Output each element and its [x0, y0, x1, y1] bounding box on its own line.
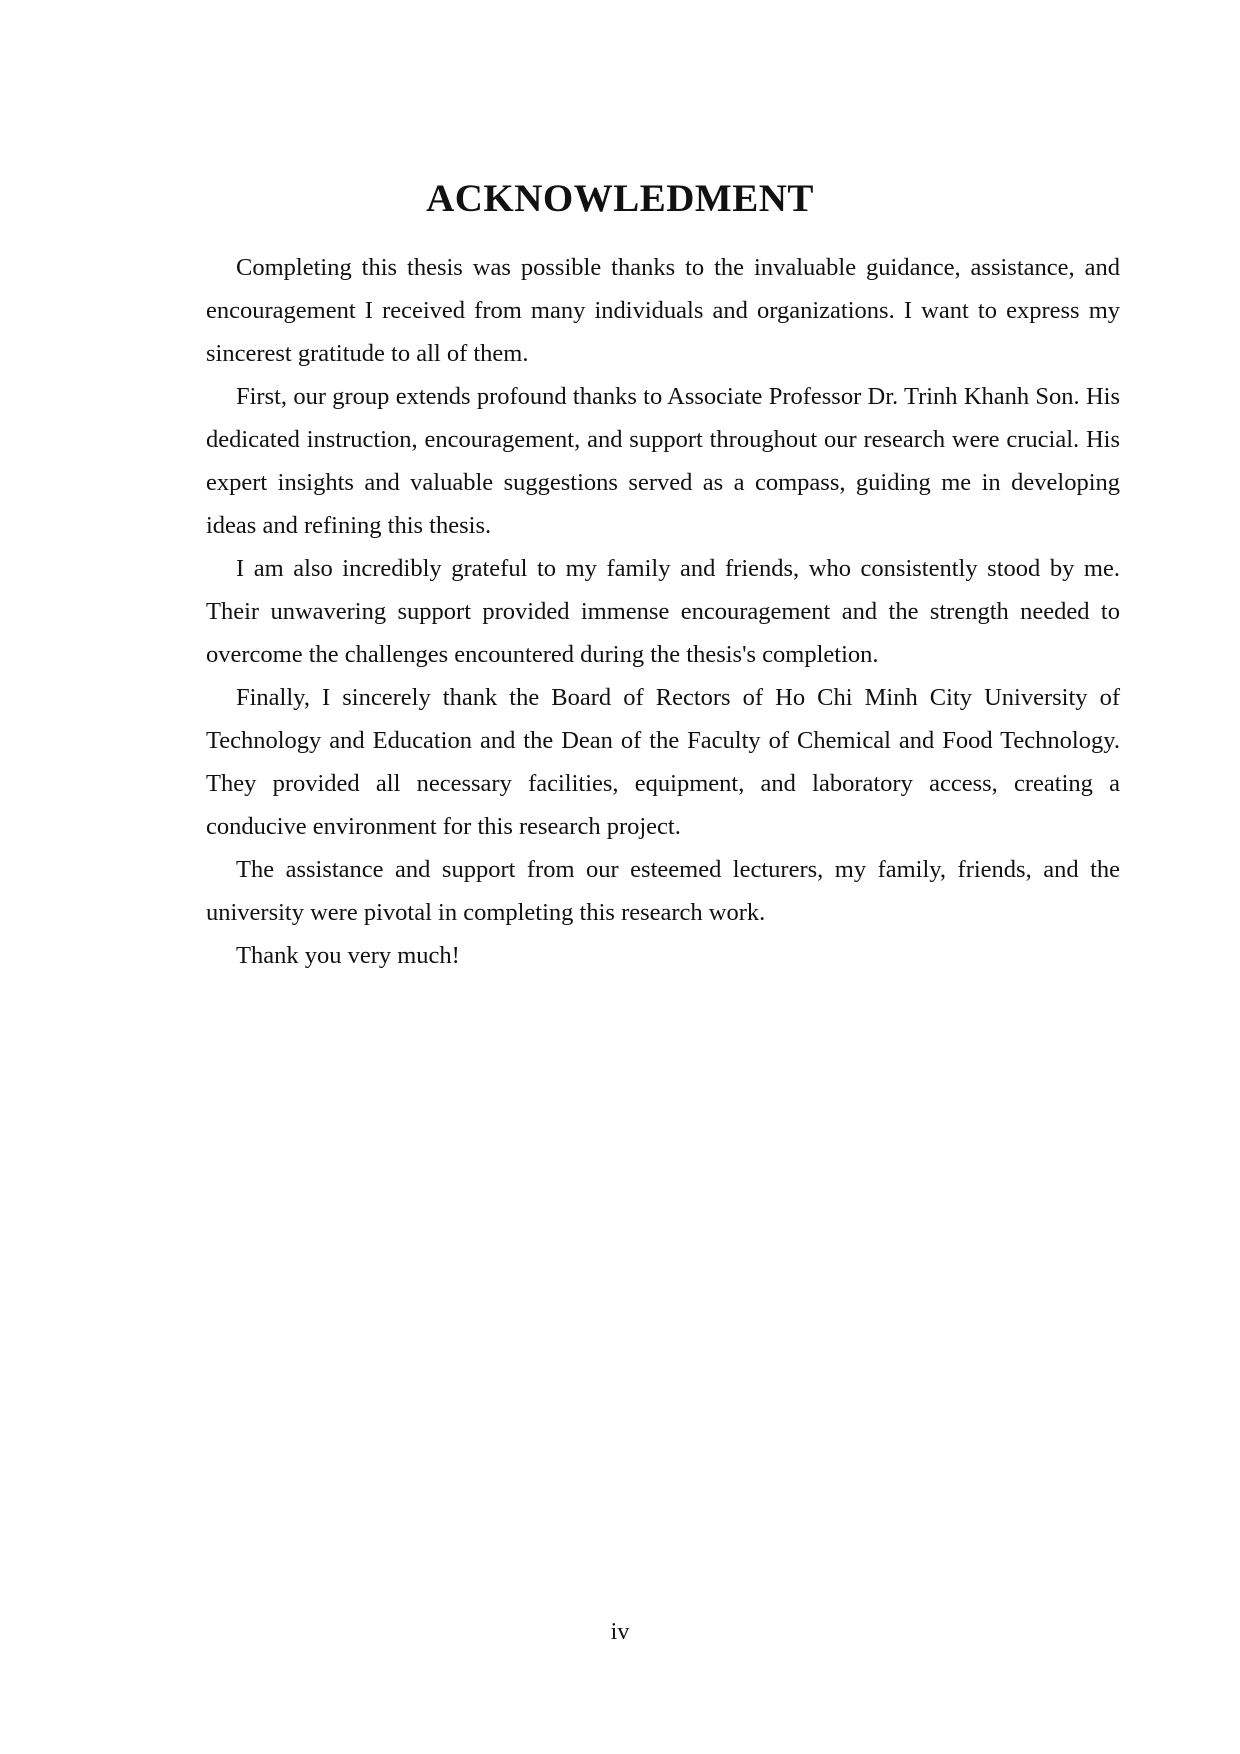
paragraph-intro: Completing this thesis was possible thanks to the invaluable guidance, assistance, and encouragement I received from many individuals and organizations. I want to express my sincerest gratitude to all of them. — [206, 254, 1120, 367]
page-number: iv — [610, 1619, 630, 1645]
paragraph-closing: Thank you very much! — [236, 942, 460, 969]
paragraph-summary: The assistance and support from our esteemed lecturers, my family, friends, and the university were pivotal in completing this research work. — [206, 856, 1120, 926]
page-title: ACKNOWLEDMENT — [426, 177, 814, 220]
paragraph-university: Finally, I sincerely thank the Board of Rectors of Ho Chi Minh City University of Technology and Education and the Dean of the Faculty of Chemical and Food Technology. They provided all necessary facilities, equipment, and laboratory access, creating a conducive environment for this research project. — [206, 684, 1120, 840]
acknowledgment-body — [206, 246, 1120, 977]
paragraph-family: I am also incredibly grateful to my family and friends, who consistently stood by me. Their unwavering support provided immense encouragement and the strength needed to overcome the challenges encountered during the thesis's completion. — [206, 555, 1120, 668]
paragraph-advisor: First, our group extends profound thanks to Associate Professor Dr. Trinh Khanh Son. His dedicated instruction, encouragement, and support throughout our research were crucial. His expert insights and valuable suggestions served as a compass, guiding me in developing ideas and refining this thesis. — [206, 383, 1120, 539]
